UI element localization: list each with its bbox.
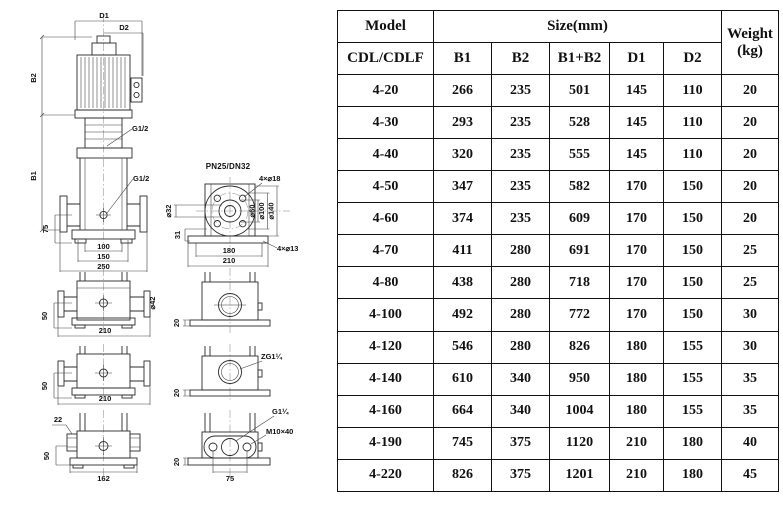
spec-cell: 210 xyxy=(610,427,664,459)
spec-cell: 4-70 xyxy=(338,235,434,267)
dim-label-m2-20: 20 xyxy=(172,388,181,398)
spec-cell: 375 xyxy=(492,459,550,491)
label-holes-4x18: 4×⌀18 xyxy=(259,174,281,183)
header-col-d2: D2 xyxy=(664,43,722,75)
spec-cell: 438 xyxy=(434,267,492,299)
spec-cell: 20 xyxy=(722,203,779,235)
spec-cell: 235 xyxy=(492,107,550,139)
label-g12-pump: G1/2 xyxy=(133,174,150,183)
spec-cell: 1201 xyxy=(550,459,610,491)
spec-cell: 4-220 xyxy=(338,459,434,491)
spec-row xyxy=(338,395,779,427)
spec-cell: 45 xyxy=(722,459,779,491)
spec-cell: 492 xyxy=(434,299,492,331)
dim-label-b210: 210 xyxy=(98,394,112,403)
spec-cell: 280 xyxy=(492,299,550,331)
header-weight-line2: (kg) xyxy=(737,42,763,59)
spec-cell: 40 xyxy=(722,427,779,459)
dim-label-180: 180 xyxy=(222,246,236,255)
spec-cell: 4-60 xyxy=(338,203,434,235)
dim-label-dia32: ⌀32 xyxy=(164,204,173,218)
spec-row xyxy=(338,331,779,363)
spec-cell: 155 xyxy=(664,395,722,427)
spec-row xyxy=(338,203,779,235)
header-weight xyxy=(722,11,779,75)
dim-label-b1: B1 xyxy=(29,171,38,181)
spec-table xyxy=(337,10,779,492)
header-col-b1: B1 xyxy=(434,43,492,75)
spec-cell: 347 xyxy=(434,171,492,203)
spec-cell: 235 xyxy=(492,75,550,107)
header-col-b2: B2 xyxy=(492,43,550,75)
spec-cell: 30 xyxy=(722,299,779,331)
spec-table-container xyxy=(337,10,779,492)
spec-cell: 150 xyxy=(664,171,722,203)
pump-dimension-drawing xyxy=(0,0,335,500)
spec-cell: 826 xyxy=(550,331,610,363)
spec-cell: 170 xyxy=(610,235,664,267)
spec-cell: 170 xyxy=(610,267,664,299)
spec-cell: 4-80 xyxy=(338,267,434,299)
spec-cell: 150 xyxy=(664,203,722,235)
spec-cell: 30 xyxy=(722,331,779,363)
label-m10x40: M10×40 xyxy=(266,427,294,436)
spec-cell: 155 xyxy=(664,363,722,395)
header-row-1 xyxy=(338,11,779,43)
spec-cell: 4-40 xyxy=(338,139,434,171)
header-weight-line1: Weight xyxy=(727,25,773,42)
spec-row xyxy=(338,459,779,491)
spec-cell: 4-120 xyxy=(338,331,434,363)
spec-cell: 235 xyxy=(492,171,550,203)
spec-cell: 145 xyxy=(610,139,664,171)
spec-row xyxy=(338,235,779,267)
spec-cell: 150 xyxy=(664,235,722,267)
dim-label-a50: 50 xyxy=(40,311,49,321)
spec-cell: 320 xyxy=(434,139,492,171)
spec-cell: 170 xyxy=(610,171,664,203)
header-col-b1b2: B1+B2 xyxy=(550,43,610,75)
spec-cell: 772 xyxy=(550,299,610,331)
spec-cell: 293 xyxy=(434,107,492,139)
spec-cell: 35 xyxy=(722,363,779,395)
spec-cell: 145 xyxy=(610,107,664,139)
label-zg114: ZG1¼ xyxy=(261,352,282,361)
dim-label-31: 31 xyxy=(173,230,182,240)
spec-cell: 20 xyxy=(722,75,779,107)
dim-label-75: 75 xyxy=(41,224,50,234)
spec-cell: 4-160 xyxy=(338,395,434,427)
spec-cell: 664 xyxy=(434,395,492,427)
spec-cell: 180 xyxy=(610,395,664,427)
dim-label-c22: 22 xyxy=(53,415,63,424)
spec-row xyxy=(338,171,779,203)
spec-cell: 20 xyxy=(722,171,779,203)
dim-label-d1: D1 xyxy=(99,11,109,20)
spec-cell: 20 xyxy=(722,139,779,171)
spec-cell: 266 xyxy=(434,75,492,107)
dim-label-150: 150 xyxy=(97,252,110,261)
spec-cell: 110 xyxy=(664,139,722,171)
spec-cell: 375 xyxy=(492,427,550,459)
spec-cell: 110 xyxy=(664,75,722,107)
spec-cell: 1120 xyxy=(550,427,610,459)
label-g114: G1¼ xyxy=(272,407,289,416)
spec-cell: 20 xyxy=(722,107,779,139)
spec-cell: 501 xyxy=(550,75,610,107)
spec-cell: 4-20 xyxy=(338,75,434,107)
dim-label-m3-20: 20 xyxy=(172,457,181,467)
header-col-d1: D1 xyxy=(610,43,664,75)
spec-cell: 718 xyxy=(550,267,610,299)
spec-cell: 546 xyxy=(434,331,492,363)
spec-cell: 210 xyxy=(610,459,664,491)
spec-row xyxy=(338,299,779,331)
spec-cell: 280 xyxy=(492,235,550,267)
spec-row xyxy=(338,139,779,171)
spec-row xyxy=(338,427,779,459)
header-size-group: Size(mm) xyxy=(434,11,722,43)
spec-cell: 528 xyxy=(550,107,610,139)
dim-label-m1-20: 20 xyxy=(172,318,181,328)
spec-cell: 150 xyxy=(664,267,722,299)
dim-label-d2: D2 xyxy=(119,23,129,32)
spec-cell: 35 xyxy=(722,395,779,427)
spec-cell: 555 xyxy=(550,139,610,171)
dim-label-dia140: ⌀140 xyxy=(266,202,276,220)
dim-label-c50: 50 xyxy=(42,451,51,461)
dim-label-100: 100 xyxy=(97,242,110,251)
dim-label-250: 250 xyxy=(97,262,110,271)
spec-cell: 745 xyxy=(434,427,492,459)
spec-cell: 280 xyxy=(492,267,550,299)
spec-cell: 374 xyxy=(434,203,492,235)
label-holes-4x13: 4×⌀13 xyxy=(277,244,299,253)
spec-cell: 180 xyxy=(664,459,722,491)
spec-cell: 145 xyxy=(610,75,664,107)
dim-label-dia60: ⌀60 xyxy=(247,204,257,218)
spec-cell: 150 xyxy=(664,299,722,331)
spec-cell: 4-50 xyxy=(338,171,434,203)
header-model: Model xyxy=(338,11,434,43)
spec-cell: 582 xyxy=(550,171,610,203)
spec-cell: 340 xyxy=(492,363,550,395)
spec-cell: 235 xyxy=(492,139,550,171)
spec-cell: 155 xyxy=(664,331,722,363)
pump-drawing-svg xyxy=(0,0,335,500)
spec-cell: 180 xyxy=(664,427,722,459)
spec-cell: 1004 xyxy=(550,395,610,427)
spec-cell: 691 xyxy=(550,235,610,267)
spec-cell: 411 xyxy=(434,235,492,267)
dim-label-dia100: ⌀100 xyxy=(257,202,266,220)
label-g12-motor: G1/2 xyxy=(132,124,149,133)
spec-cell: 4-190 xyxy=(338,427,434,459)
spec-cell: 826 xyxy=(434,459,492,491)
spec-row xyxy=(338,363,779,395)
spec-cell: 280 xyxy=(492,331,550,363)
spec-cell: 180 xyxy=(610,331,664,363)
spec-row xyxy=(338,267,779,299)
dim-label-b50: 50 xyxy=(40,381,49,391)
spec-cell: 25 xyxy=(722,235,779,267)
spec-cell: 170 xyxy=(610,203,664,235)
spec-cell: 235 xyxy=(492,203,550,235)
spec-table-body xyxy=(338,75,779,492)
spec-cell: 180 xyxy=(610,363,664,395)
dim-label-210-flange: 210 xyxy=(222,256,236,265)
spec-cell: 950 xyxy=(550,363,610,395)
spec-cell: 170 xyxy=(610,299,664,331)
spec-cell: 340 xyxy=(492,395,550,427)
spec-cell: 110 xyxy=(664,107,722,139)
spec-cell: 4-140 xyxy=(338,363,434,395)
spec-cell: 4-100 xyxy=(338,299,434,331)
spec-cell: 610 xyxy=(434,363,492,395)
flange-title: PN25/DN32 xyxy=(205,162,251,171)
dim-label-b2: B2 xyxy=(29,73,38,83)
dim-label-c162: 162 xyxy=(97,474,110,483)
spec-row xyxy=(338,75,779,107)
header-row-2 xyxy=(338,43,779,75)
spec-row xyxy=(338,107,779,139)
dim-label-dia42: ⌀42 xyxy=(148,296,157,310)
spec-cell: 4-30 xyxy=(338,107,434,139)
header-model-sub: CDL/CDLF xyxy=(338,43,434,75)
spec-cell: 609 xyxy=(550,203,610,235)
spec-cell: 25 xyxy=(722,267,779,299)
dim-label-a210: 210 xyxy=(98,326,112,335)
dim-label-m3-75: 75 xyxy=(225,474,235,483)
